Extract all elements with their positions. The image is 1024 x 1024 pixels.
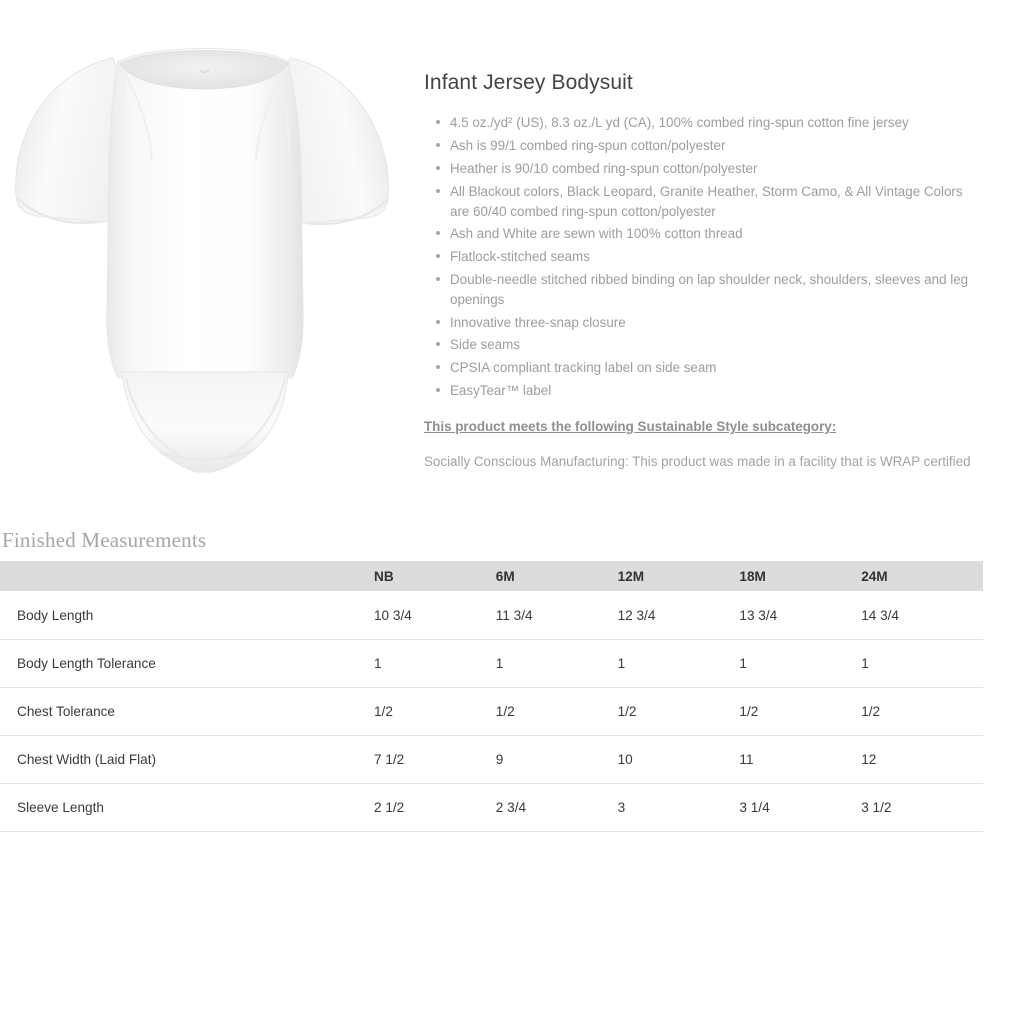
cell-value: 1/2	[496, 688, 618, 736]
product-image	[0, 10, 410, 505]
cell-value: 11	[739, 736, 861, 784]
column-header-row-label	[0, 561, 374, 591]
row-label: Sleeve Length	[0, 784, 374, 832]
table-row	[0, 688, 983, 736]
feature-text: Heather is 90/10 combed ring-spun cotton/polyester	[450, 160, 758, 176]
cell-value: 1/2	[374, 688, 496, 736]
cell-value: 1/2	[861, 688, 983, 736]
list-item	[424, 270, 980, 310]
list-item	[424, 247, 980, 267]
list-item	[424, 113, 980, 133]
feature-text: Ash is 99/1 combed ring-spun cotton/polyester	[450, 138, 726, 154]
feature-text: Ash and White are sewn with 100% cotton thread	[450, 226, 743, 242]
bullet-icon	[436, 120, 440, 124]
list-item	[424, 224, 980, 244]
cell-value: 9	[496, 736, 618, 784]
measurements-section-title: Finished Measurements	[2, 528, 207, 552]
feature-text: 4.5 oz./yd² (US), 8.3 oz./L yd (CA), 100% combed ring-spun cotton fine jersey	[450, 115, 909, 131]
table-row	[0, 736, 983, 784]
column-header-18m: 18M	[739, 561, 861, 591]
row-label: Body Length Tolerance	[0, 640, 374, 688]
cell-value: 10	[618, 736, 740, 784]
column-header-6m: 6M	[496, 561, 618, 591]
list-item	[424, 358, 980, 378]
list-item	[424, 182, 980, 222]
bullet-icon	[436, 277, 440, 281]
table-row	[0, 784, 983, 832]
cell-value: 2 1/2	[374, 784, 496, 832]
cell-value: 1	[861, 640, 983, 688]
column-header-24m: 24M	[861, 561, 983, 591]
list-item	[424, 159, 980, 179]
feature-list	[424, 113, 980, 401]
feature-text: Flatlock-stitched seams	[450, 249, 590, 265]
bullet-icon	[436, 365, 440, 369]
cell-value: 1	[739, 640, 861, 688]
row-label: Chest Width (Laid Flat)	[0, 736, 374, 784]
snap-1-icon	[179, 457, 184, 462]
bullet-icon	[436, 388, 440, 392]
bullet-icon	[436, 189, 440, 193]
cell-value: 1	[618, 640, 740, 688]
cell-value: 12	[861, 736, 983, 784]
table-body	[0, 591, 983, 832]
bullet-icon	[436, 254, 440, 258]
cell-value: 7 1/2	[374, 736, 496, 784]
bullet-icon	[436, 143, 440, 147]
crotch-panel	[122, 372, 288, 472]
cell-value: 2 3/4	[496, 784, 618, 832]
cell-value: 3 1/2	[861, 784, 983, 832]
cell-value: 3	[618, 784, 740, 832]
cell-value: 1	[496, 640, 618, 688]
bullet-icon	[436, 231, 440, 235]
cell-value: 10 3/4	[374, 591, 496, 640]
table-header-row	[0, 561, 983, 591]
cell-value: 12 3/4	[618, 591, 740, 640]
list-item	[424, 136, 980, 156]
cell-value: 3 1/4	[739, 784, 861, 832]
list-item	[424, 381, 980, 401]
sustainable-style-body: Socially Conscious Manufacturing: This product was made in a facility that is WRAP certified	[424, 454, 971, 470]
cell-value: 13 3/4	[739, 591, 861, 640]
row-label: Chest Tolerance	[0, 688, 374, 736]
feature-text: CPSIA compliant tracking label on side seam	[450, 360, 717, 376]
row-label: Body Length	[0, 591, 374, 640]
feature-text: All Blackout colors, Black Leopard, Granite Heather, Storm Camo, & All Vintage Colors are 60/40 combed ring-spun cotton/polyester	[450, 183, 963, 219]
bullet-icon	[436, 320, 440, 324]
bullet-icon	[436, 342, 440, 346]
table-row	[0, 640, 983, 688]
column-header-nb: NB	[374, 561, 496, 591]
bullet-icon	[436, 166, 440, 170]
table-row	[0, 591, 983, 640]
table-header	[0, 561, 983, 591]
feature-text: Innovative three-snap closure	[450, 314, 626, 330]
cell-value: 1	[374, 640, 496, 688]
sustainable-style-heading: This product meets the following Sustainable Style subcategory:	[424, 418, 837, 434]
measurements-table	[0, 561, 983, 832]
cell-value: 11 3/4	[496, 591, 618, 640]
product-spec-panel	[424, 70, 980, 472]
list-item	[424, 335, 980, 355]
cell-value: 1/2	[618, 688, 740, 736]
cell-value: 14 3/4	[861, 591, 983, 640]
list-item	[424, 313, 980, 333]
feature-text: Double-needle stitched ribbed binding on lap shoulder neck, shoulders, sleeves and leg openings	[450, 271, 969, 307]
feature-text: Side seams	[450, 337, 520, 353]
feature-text: EasyTear™ label	[450, 383, 552, 399]
snap-3-icon	[227, 457, 232, 462]
snap-2-icon	[203, 460, 208, 465]
page-title: Infant Jersey Bodysuit	[424, 71, 633, 94]
column-header-12m: 12M	[618, 561, 740, 591]
cell-value: 1/2	[739, 688, 861, 736]
